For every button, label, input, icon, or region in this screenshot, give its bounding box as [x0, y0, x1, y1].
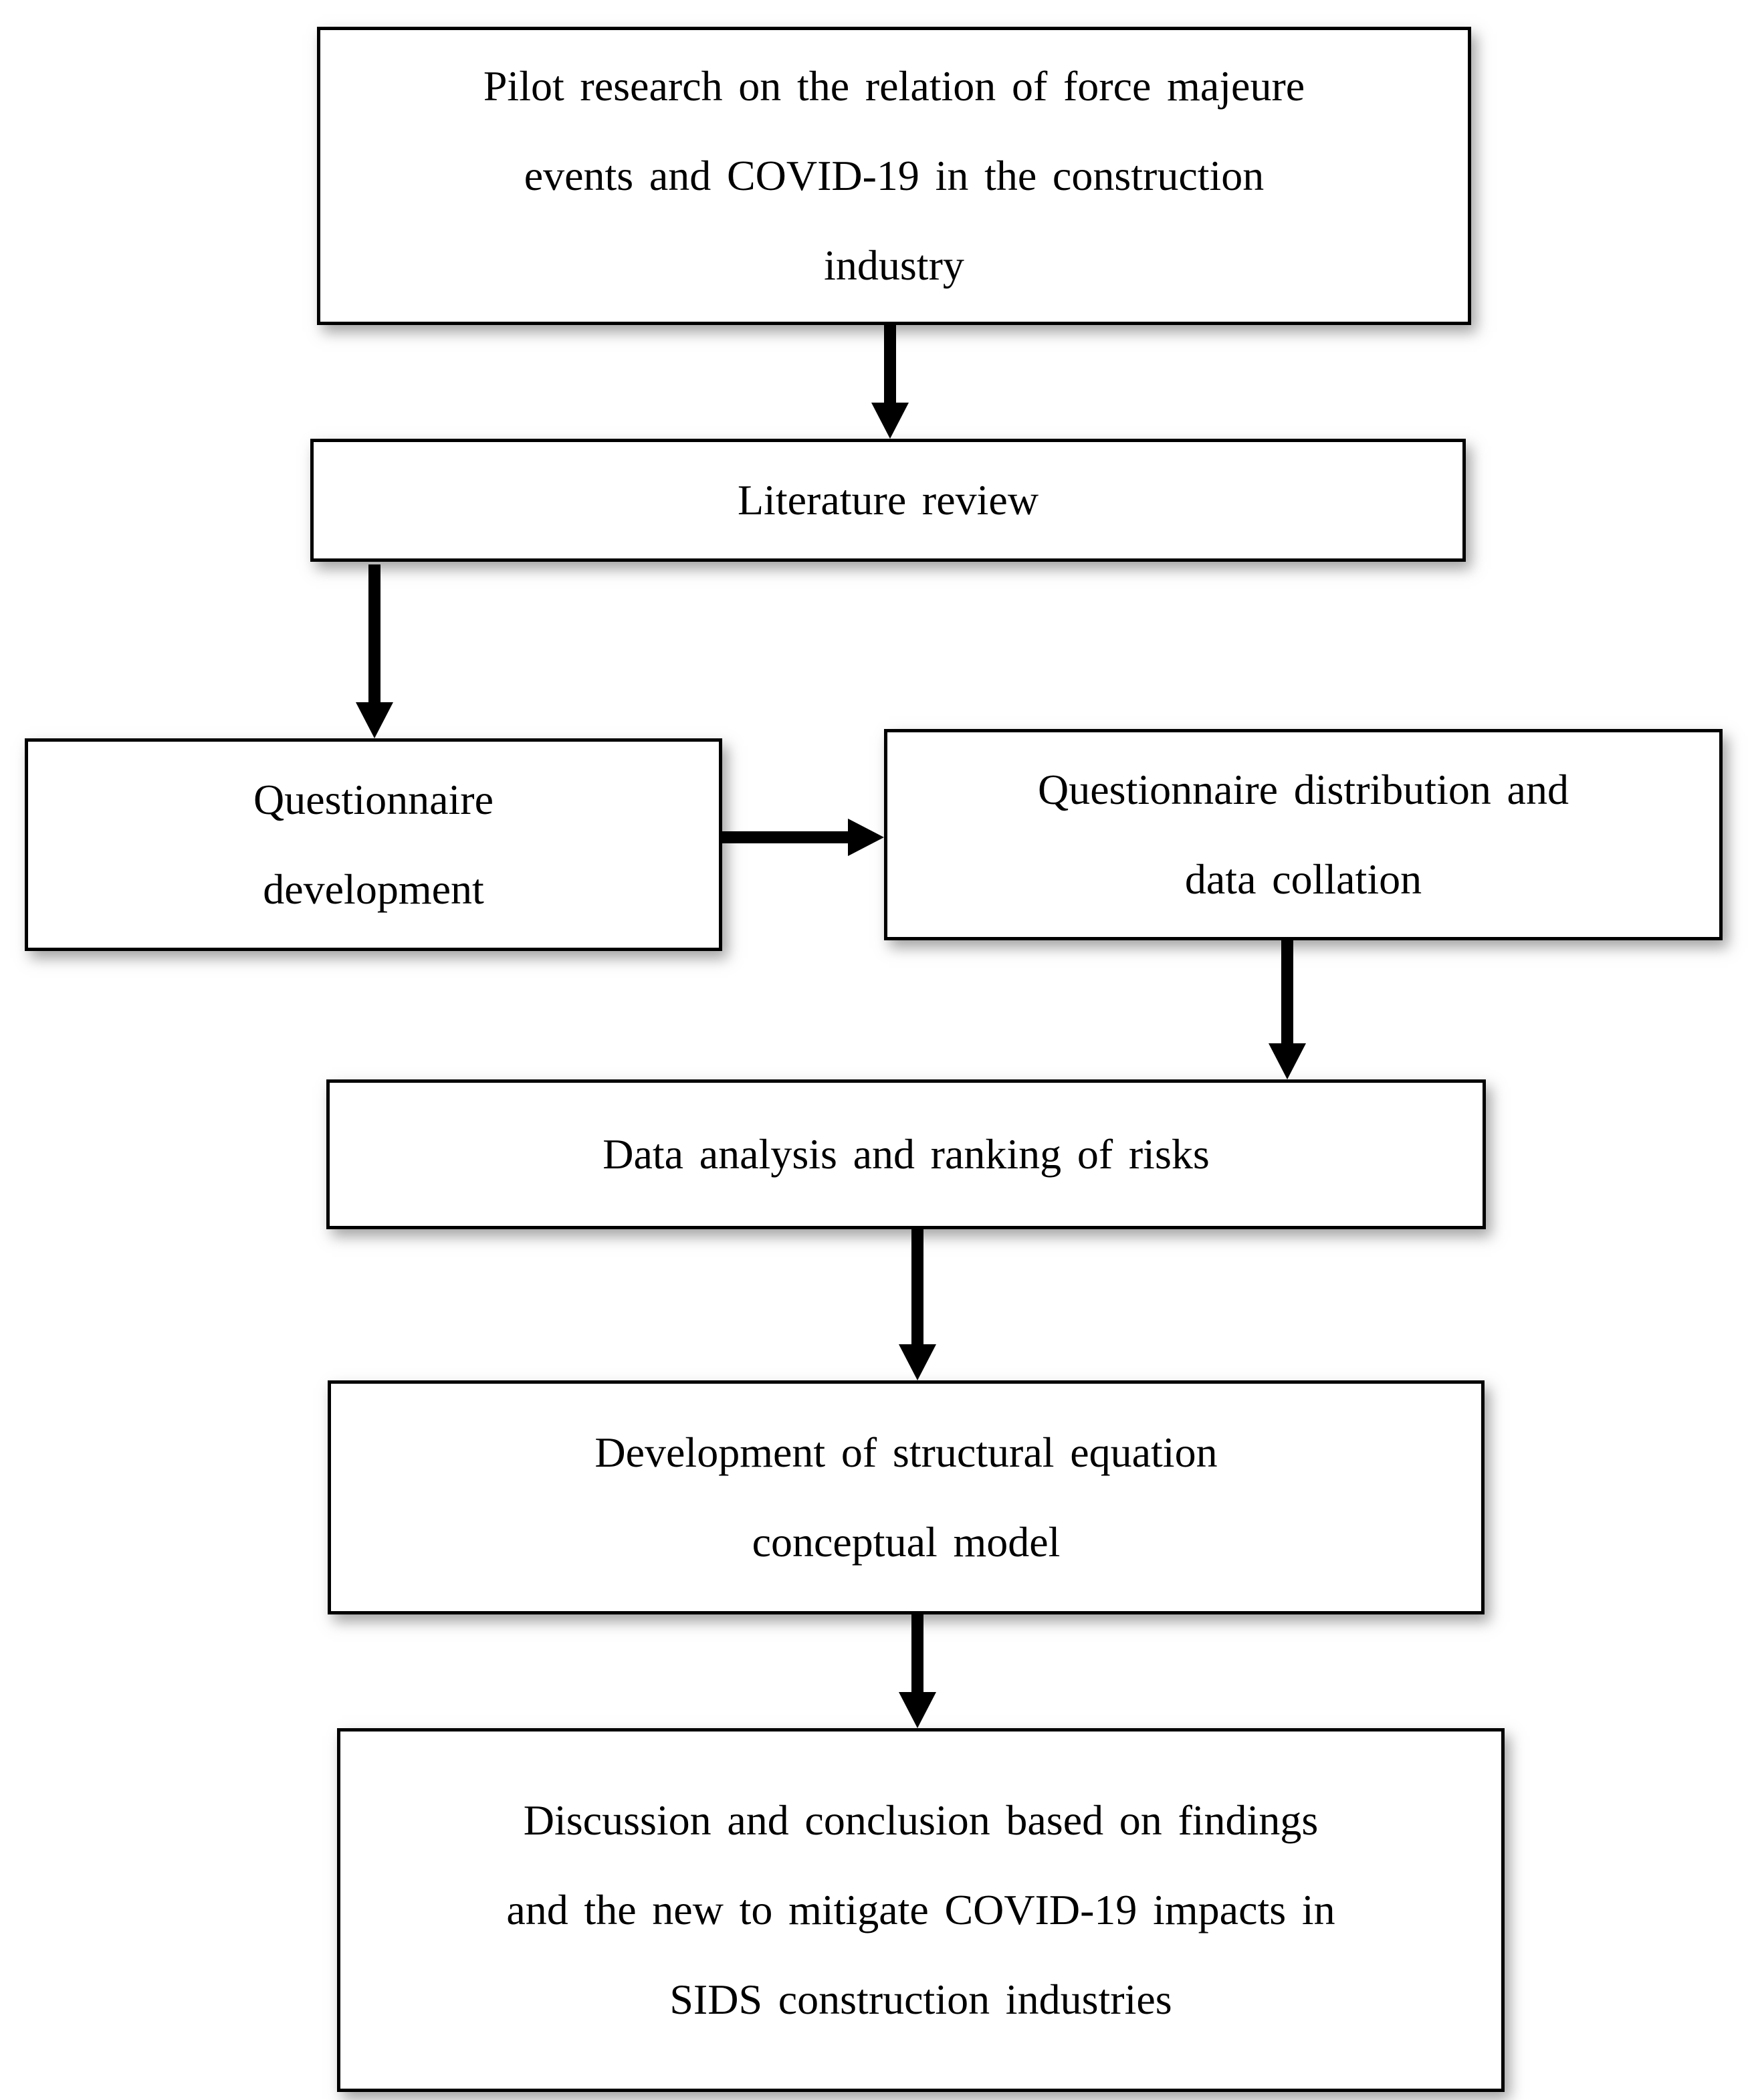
- arrow-sem-to-discussion-icon: [899, 1614, 936, 1728]
- arrow-head-down-icon: [899, 1344, 936, 1380]
- arrow-shaft: [884, 325, 896, 404]
- text-line: Development of structural equation: [594, 1429, 1218, 1476]
- flow-box-discussion-conclusion: [337, 1728, 1505, 2092]
- text-line: data collation: [1184, 855, 1422, 903]
- flow-box-structural-equation-model: [328, 1380, 1485, 1614]
- arrow-pilot-to-literature-icon: [871, 325, 909, 439]
- arrow-shaft: [911, 1229, 923, 1346]
- text-line: Pilot research on the relation of force majeure: [483, 62, 1305, 110]
- text-line: industry: [824, 241, 964, 289]
- flow-box-questionnaire-distribution: [884, 729, 1723, 940]
- text-line: and the new to mitigate COVID-19 impacts in: [506, 1886, 1335, 1933]
- arrow-development-to-distribution-icon: [722, 819, 884, 856]
- text-line: Data analysis and ranking of risks: [603, 1130, 1210, 1178]
- arrow-shaft: [911, 1614, 923, 1693]
- text-line: conceptual model: [752, 1518, 1061, 1566]
- arrow-head-down-icon: [871, 403, 909, 439]
- arrow-shaft: [368, 564, 380, 704]
- text-line: development: [263, 865, 484, 913]
- arrow-head-down-icon: [899, 1692, 936, 1728]
- arrow-distribution-to-data-analysis-icon: [1269, 940, 1306, 1079]
- arrow-head-down-icon: [1269, 1043, 1306, 1079]
- flow-box-pilot-research: [317, 27, 1471, 325]
- arrow-shaft: [1281, 940, 1293, 1045]
- text-line: events and COVID-19 in the construction: [524, 152, 1265, 199]
- arrow-literature-to-questionnaire-development-icon: [356, 564, 393, 738]
- text-line: Questionnaire distribution and: [1038, 766, 1569, 813]
- flow-box-data-analysis: [326, 1079, 1486, 1229]
- text-line: Questionnaire: [253, 776, 494, 823]
- flow-box-questionnaire-development: [25, 738, 722, 951]
- text-line: SIDS construction industries: [669, 1976, 1172, 2023]
- arrow-head-right-icon: [848, 819, 884, 856]
- text-line: Literature review: [737, 476, 1039, 524]
- text-line: Discussion and conclusion based on findings: [523, 1796, 1319, 1844]
- arrow-head-down-icon: [356, 702, 393, 738]
- arrow-data-analysis-to-sem-icon: [899, 1229, 936, 1380]
- arrow-shaft: [722, 831, 849, 843]
- flow-box-literature-review: [310, 439, 1466, 562]
